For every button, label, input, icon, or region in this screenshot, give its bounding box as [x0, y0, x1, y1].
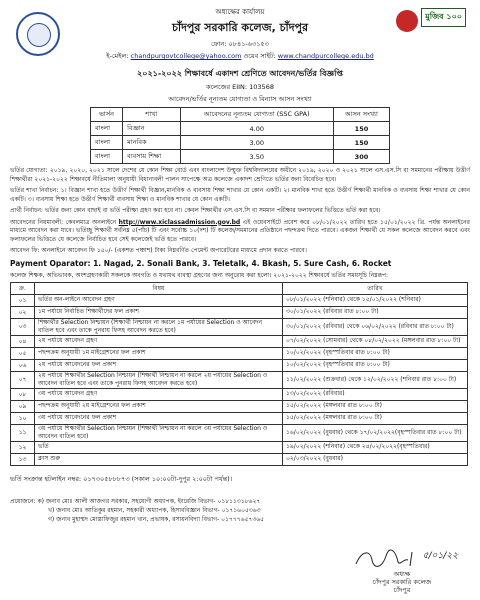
schedule-serial: ০৭ — [11, 371, 35, 388]
mujib-100-logo — [396, 8, 466, 38]
table-row — [11, 318, 468, 335]
signatory-college: চাঁদপুর সরকারি কলেজ — [372, 578, 432, 586]
seat-table — [90, 107, 390, 164]
college-emblem-icon — [16, 12, 60, 56]
seat-cell: 150 — [333, 122, 389, 136]
schedule-serial: ০২ — [11, 306, 35, 318]
seat-header-gpa: আবেদনের নূন্যতম যোগ্যতা (SSC GPA) — [180, 108, 333, 122]
schedule-event: ১ম পর্যায়ে নির্বাচিত শিক্ষার্থীদের ফল প্রকাশ — [35, 306, 283, 318]
office-label: অধ্যক্ষের কার্যালয় — [215, 8, 265, 16]
table-row — [91, 150, 390, 164]
schedule-date: ১০/০২/২০২২ (বৃহস্পতিবার রাত ৮:০০ টা) — [283, 359, 468, 371]
seat-cell: 150 — [333, 136, 389, 150]
schedule-event: ২য় পর্যায়ে আবেদনের ফল প্রকাশ — [35, 359, 283, 371]
eiin-line: কলেজের EIIN: 103568 — [206, 83, 274, 91]
seat-cell: 3.00 — [180, 136, 333, 150]
schedule-event: পছন্দক্রম অনুযায়ী ১ম মাইগ্রেশনের ফল প্রকাশ — [35, 347, 283, 359]
contact-item: প্রয়োজনে: ক) জনাব মোঃ আলী আজগর সরকার, সহযোগী অধ্যাপক, ইংরেজি বিভাগ- ০১৮১১৩১৮৬২৭ — [10, 497, 261, 505]
schedule-note: কলেজ শিক্ষক, অভিভাবক, অংশগ্রহণকারী সকলকে অবগতি ও যথাযথ ব্যবস্থা গ্রহণের জন্য অনুরোধ করা হলো। ২০২১-২০২২ শিক্ষাবর্ষে ভর্তির সময়সূচি নিম্নরূপ: — [10, 271, 389, 279]
seat-cell: বাংলা — [91, 122, 123, 136]
schedule-date: ০২/০৩/২০২২ (বুধবার) — [283, 453, 468, 465]
schedule-serial: ১২ — [11, 441, 35, 453]
application-rules-paragraph — [10, 219, 470, 245]
apply-text-after: এই ওয়েবসাইটে প্রবেশ করে ০৮/০১/২০২২ তারিখ হতে ১৫/০১/২০২২ খ্রি. পর্যন্ত অনলাইনের মাধ্যমে আবেদন করা যাবে। ভর্তিচ্ছু শিক্ষার্থী সর্বনিম্ন ৫(পাঁচ) টি এবং সর্বোচ্চ ১০(দশ) টি কলেজ/সমমানের প্রতিষ্ঠানে পছন্দক্রম দিতে পারবে। একজন শিক্ষার্থী যে সকল কলেজে আবেদন করবে এবং ফলাফলের ভিত্তিতে যে কলেজে নির্বাচিত হবে সেই কলেজেই ভর্তি হতে পারবে। — [10, 218, 470, 243]
red-disc-icon — [396, 10, 418, 32]
candidate-selection-paragraph: প্রার্থী নির্বাচন: ভর্তির জন্য কোন বাছাই বা ভর্তি পরীক্ষা গ্রহণ করা হবে না। কেবল শিক্ষার্থীর এস.এস.সি বা সমমান পরীক্ষার ফলাফলের ভিত্তিতে ভর্তি করা হবে। — [10, 207, 381, 214]
table-row — [11, 371, 468, 388]
contact-item: গ) জনাব মুহাম্মদ মোস্তাফিজুর রহমান খান, প্রভাষক, রসায়নবিদ্যা বিভাগ- ০১৭৭৭৬৫৭৩৬৫ — [48, 515, 265, 523]
seat-header-group: শাখা — [123, 108, 181, 122]
table-row — [11, 400, 468, 412]
signature-date: ৫/০১/২২ — [422, 551, 458, 561]
table-row — [91, 136, 390, 150]
signatory-city: চাঁদপুর — [393, 586, 411, 594]
schedule-date: ১৩/০২/২০২২ (রবিবার) — [283, 388, 468, 400]
helpline: ভর্তি সংক্রান্ত হটলাইন নম্বর: ০১৭৩০৫৮৮৮৭৩ (সকাল ১০:০০টা-দুপুর ২:০০টা পর্যন্ত)। — [10, 474, 233, 483]
seat-table-header — [91, 108, 390, 122]
seat-cell: বিজ্ঞান — [123, 122, 181, 136]
signature-block — [342, 548, 462, 594]
schedule-serial: ০৪ — [11, 335, 35, 347]
letterhead — [10, 6, 470, 66]
schedule-serial: ০১ — [11, 294, 35, 306]
schedule-serial: ১৩ — [11, 453, 35, 465]
schedule-event: পছন্দক্রম অনুযায়ী ২য় মাইগ্রেশনের ফল প্রকাশ — [35, 400, 283, 412]
schedule-date: ০৮/০১/২০২২ (শনিবার) থেকে ১৫/০১/২০২২ (শনিবার) — [283, 294, 468, 306]
schedule-table — [10, 282, 468, 466]
table-row — [11, 453, 468, 465]
table-row — [11, 441, 468, 453]
schedule-event: ৩য় পর্যায়ে আবেদন গ্রহণ — [35, 388, 283, 400]
schedule-date: ০৭/০২/২০২২ (সোমবার) থেকে ০৮/০২/২০২২ (মঙ্গলবার রাত ৮:০০ টা) — [283, 335, 468, 347]
schedule-date: ১৬/০২/২০২২ (বুধবার) থেকে ১৭/০২/২০২২(বৃহস্পতিবার রাত ৮:০০ টা) — [283, 424, 468, 441]
schedule-date: ১১/০২/২০২২ (শুক্রবার) থেকে ১২/০২/২০২২ (শনিবার রাত ৮:০০ টা) — [283, 371, 468, 388]
seat-cell: 3.50 — [180, 150, 333, 164]
schedule-date: ৩০/০১/২০২২ (রবিবার) থেকে ০৬/০২/২০২২ (রবিবার রাত ৮:০০ টা) — [283, 318, 468, 335]
notice-title: ২০২১-২০২২ শিক্ষাবর্ষে একাদশ শ্রেণিতে আবেদন/ভর্তির বিজ্ঞপ্তি — [137, 69, 343, 78]
payment-operators: Payment Oparator: 1. Nagad, 2. Sonali Bank, 3. Teletalk, 4. Bkash, 5. Sure Cash, 6. Rocket — [10, 258, 392, 268]
seat-cell: 300 — [333, 150, 389, 164]
email-link[interactable]: chandpurgovtcollege@yahoo.com — [130, 52, 242, 60]
schedule-event: ২য় পর্যায়ে আবেদন গ্রহণ — [35, 335, 283, 347]
schedule-serial: ০৬ — [11, 359, 35, 371]
eligibility-paragraph: ভর্তির যোগ্যতা: ২০১৯, ২০২০, ২০২১ সালে দেশের যে কোন শিক্ষা বোর্ড এবং বাংলাদেশ উন্মুক্ত বিশ্ববিদ্যালয়ের অধীনে ২০১৯, ২০২০ ও ২০২১ সালে এস.এস.সি বা সমমানের পরীক্ষায় উত্তীর্ণ শিক্ষার্থীরা ২০২১-২০২২ শিক্ষাবর্ষে নীতিমালা অনুযায়ী বিধানাবলী পালন সাপেক্ষে অত্র কলেজে একাদশ শ্রেণিতে ভর্তির জন্য বিবেচিত হবে। — [10, 167, 470, 183]
schedule-header-subject: বিষয় — [35, 282, 283, 294]
website-link[interactable]: www.chandpurcollege.edu.bd — [277, 52, 374, 60]
schedule-serial: ০৯ — [11, 400, 35, 412]
college-name: চাঁদপুর সরকারি কলেজ, চাঁদপুর — [171, 21, 309, 34]
schedule-event: ভর্তি — [35, 441, 283, 453]
seat-cell: মানবিক — [123, 136, 181, 150]
seat-caption: আবেদন/ভর্তির নূন্যতম যোগ্যতা ও বিন্যাস আসন সংখ্যা — [168, 95, 312, 103]
table-row — [11, 294, 468, 306]
group-selection-paragraph: ভর্তির শাখা নির্বাচন: ১। বিজ্ঞান শাখা হতে উত্তীর্ণ শিক্ষার্থী বিজ্ঞান,মানবিক ও ব্যবসায় শিক্ষা শাখার যে কোন একটি। ২। মানবিক শাখা হতে উত্তীর্ণ শিক্ষার্থী মানবিক ও ব্যবসায় শিক্ষা শাখার যে কোন একটি। ৩। ব্যবসায় শিক্ষা হতে উত্তীর্ণ শিক্ষার্থী ব্যবসায় শিক্ষা ও মানবিক শাখার যে কোন একটি। — [10, 187, 470, 203]
schedule-event: শিক্ষার্থীর Selection নিশ্চায়ন (শিক্ষার্থী নিশ্চায়ন না করলে ১ম পর্যায়ের Selection ও আবেদন বাতিল হবে এবং তাকে পুনরায় ফিসহ আবেদন করতে হবে) — [35, 318, 283, 335]
table-row — [11, 306, 468, 318]
schedule-date: ১০/০২/২০২২ (বৃহস্পতিবার রাত ৮:০০ টা) — [283, 347, 468, 359]
table-row — [91, 122, 390, 136]
schedule-event: ৩য় পর্যায়ে আবেদনের ফল প্রকাশ — [35, 412, 283, 424]
apply-text-before: আবেদনের নিয়মাবলী: কেবলমাত্র অনলাইনে — [10, 218, 117, 226]
college-phone: ফোন: ০৮৪১-৬৩১৫৩ — [211, 40, 269, 48]
schedule-event: ভর্তির অন-লাইনে আবেদন গ্রহণ — [35, 294, 283, 306]
schedule-serial: ১০ — [11, 412, 35, 424]
contact-line — [10, 51, 470, 62]
schedule-header-date: তারিখ — [283, 282, 468, 294]
contact-item: খ) জনাব মোঃ আতিকুর রহমান, সহকারী অধ্যাপক, হিসাববিজ্ঞান বিভাগ- ০১৭১৬০৫৩৬৩ — [48, 506, 261, 514]
schedule-event: ২য় পর্যায়ে শিক্ষার্থীর Selection নিশ্চায়ন (শিক্ষার্থী নিশ্চায়ন না করলে ২য় পর্যায়ের Selection ও আবেদন বাতিল হবে এবং তাকে পুনরায় ফিসহ আবেদন করতে হবে) — [35, 371, 283, 388]
email-label: ই-মেইল: — [106, 52, 129, 60]
schedule-serial: ০৫ — [11, 347, 35, 359]
schedule-header-no: ক্র. — [11, 282, 35, 294]
admission-site-link[interactable]: http://www.xiclassadmission.gov.bd — [118, 218, 241, 226]
website-label: ওয়েব সাইট: — [243, 52, 276, 60]
schedule-body — [11, 294, 468, 465]
table-row — [11, 335, 468, 347]
table-row — [11, 412, 468, 424]
signature-scrawl — [342, 548, 462, 570]
table-row — [11, 359, 468, 371]
schedule-date: ১৫/০২/২০২২ (মঙ্গলবার রাত ৮:০০ টা) — [283, 412, 468, 424]
schedule-serial: ১১ — [11, 424, 35, 441]
mujib-badge: মুজিব ১০০ — [421, 8, 466, 27]
schedule-header — [11, 282, 468, 294]
schedule-serial: ০৩ — [11, 318, 35, 335]
seat-cell: বাংলা — [91, 136, 123, 150]
schedule-date: ৩০/০১/২০২২ (রবিবার রাত ৮:০০ টা) — [283, 306, 468, 318]
schedule-event: ক্লাস শুরু — [35, 453, 283, 465]
seat-cell: ব্যবসায় শিক্ষা — [123, 150, 181, 164]
schedule-serial: ০৮ — [11, 388, 35, 400]
schedule-date: ১৯/০২/২০২২ (শনিবার) থেকে ২৪/০২/২০২২(বৃহস্পতিবার) — [283, 441, 468, 453]
signatory-role: অধ্যক্ষ — [393, 570, 411, 578]
table-row — [11, 347, 468, 359]
contact-list — [10, 497, 470, 524]
seat-header-seats: আসন সংখ্যা — [333, 108, 389, 122]
fee-paragraph: আবেদন ফি: অনলাইনে আবেদন ফি ১৫০/- (একশত পঞ্চাশ) টাকা নিম্নবর্ণিত পেমেন্ট অপারেটরের মাধ্যমে প্রদান করতে পারবে। — [10, 247, 307, 254]
table-row — [11, 388, 468, 400]
schedule-date: ১৫/০২/২০২২ (মঙ্গলবার রাত ৮:০০ টা) — [283, 400, 468, 412]
seat-cell: 4.00 — [180, 122, 333, 136]
seat-cell: বাংলা — [91, 150, 123, 164]
seat-header-version: ভার্সন — [91, 108, 123, 122]
table-row — [11, 424, 468, 441]
schedule-event: ৩য় পর্যায়ে শিক্ষার্থীর Selection নিশ্চায়ন (শিক্ষার্থী নিশ্চায়ন না করলে ৩য় পর্যায়ের Selection ও আবেদন বাতিল হবে) — [35, 424, 283, 441]
